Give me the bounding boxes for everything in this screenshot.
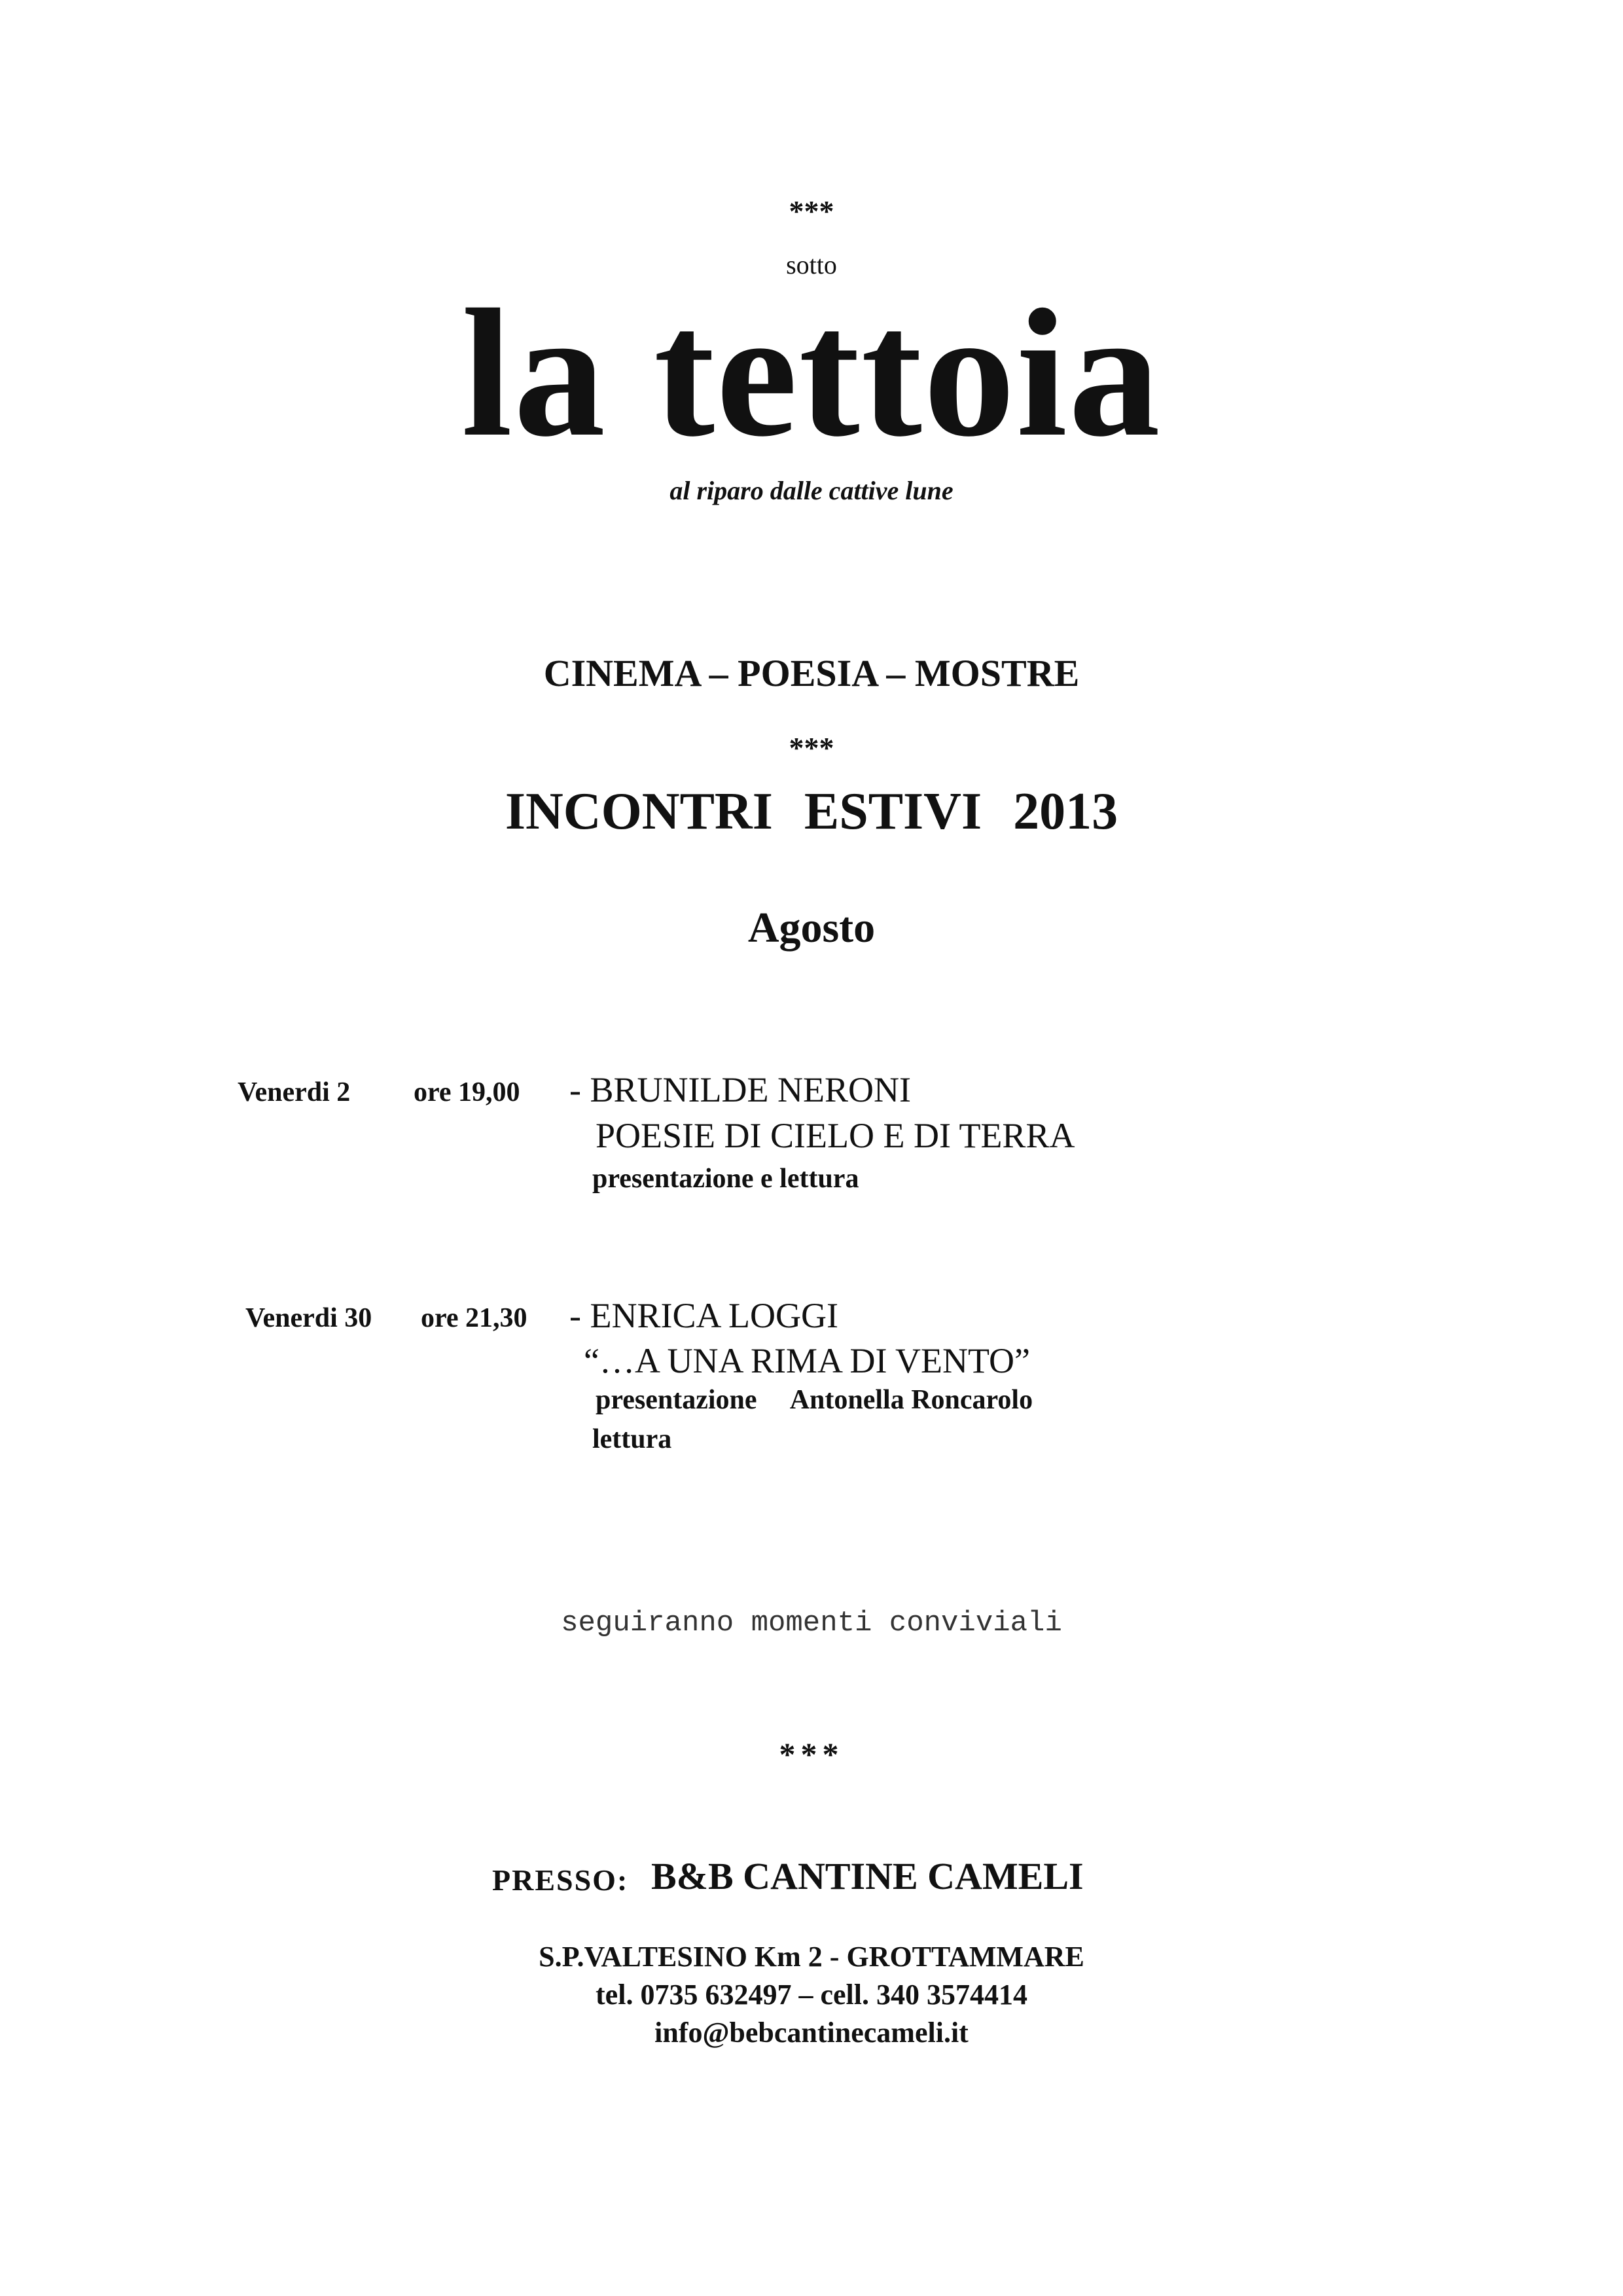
event-1-author: - BRUNILDE NERONI [569, 1070, 911, 1109]
event-2-work: “…A UNA RIMA DI VENTO” [584, 1341, 1030, 1380]
tagline: al riparo dalle cattive lune [669, 476, 954, 505]
venue-phone: tel. 0735 632497 – cell. 340 3574414 [596, 1979, 1027, 2011]
event-1-time: ore 19,00 [414, 1077, 520, 1107]
venue-label: PRESSO: [492, 1863, 629, 1897]
venue-name: B&B CANTINE CAMELI [651, 1855, 1084, 1897]
event-2-note-reading: lettura [592, 1424, 672, 1454]
event-2-day: Venerdi 30 [245, 1303, 372, 1333]
page-title: la tettoia [461, 271, 1162, 475]
pre-title: sotto [786, 250, 837, 279]
top-stars: *** [789, 194, 834, 228]
event-2-note-presenter: presentazione Antonella Roncarolo [596, 1385, 1033, 1415]
event-1-day: Venerdi 2 [238, 1077, 351, 1107]
event-1-note: presentazione e lettura [592, 1164, 859, 1194]
event-2-time: ore 21,30 [421, 1303, 527, 1333]
genres-heading: CINEMA – POESIA – MOSTRE [543, 652, 1080, 694]
bottom-stars: *** [779, 1736, 844, 1772]
event-1-work: POESIE DI CIELO E DI TERRA [596, 1116, 1075, 1155]
series-heading: INCONTRI ESTIVI 2013 [505, 783, 1118, 840]
event-2-author: - ENRICA LOGGI [569, 1296, 838, 1335]
venue-address: S.P.VALTESINO Km 2 - GROTTAMMARE [539, 1941, 1084, 1973]
middle-stars: *** [789, 731, 834, 764]
venue-email: info@bebcantinecameli.it [654, 2017, 969, 2049]
month-heading: Agosto [747, 904, 876, 952]
convivial-note: seguiranno momenti conviviali [561, 1607, 1062, 1640]
